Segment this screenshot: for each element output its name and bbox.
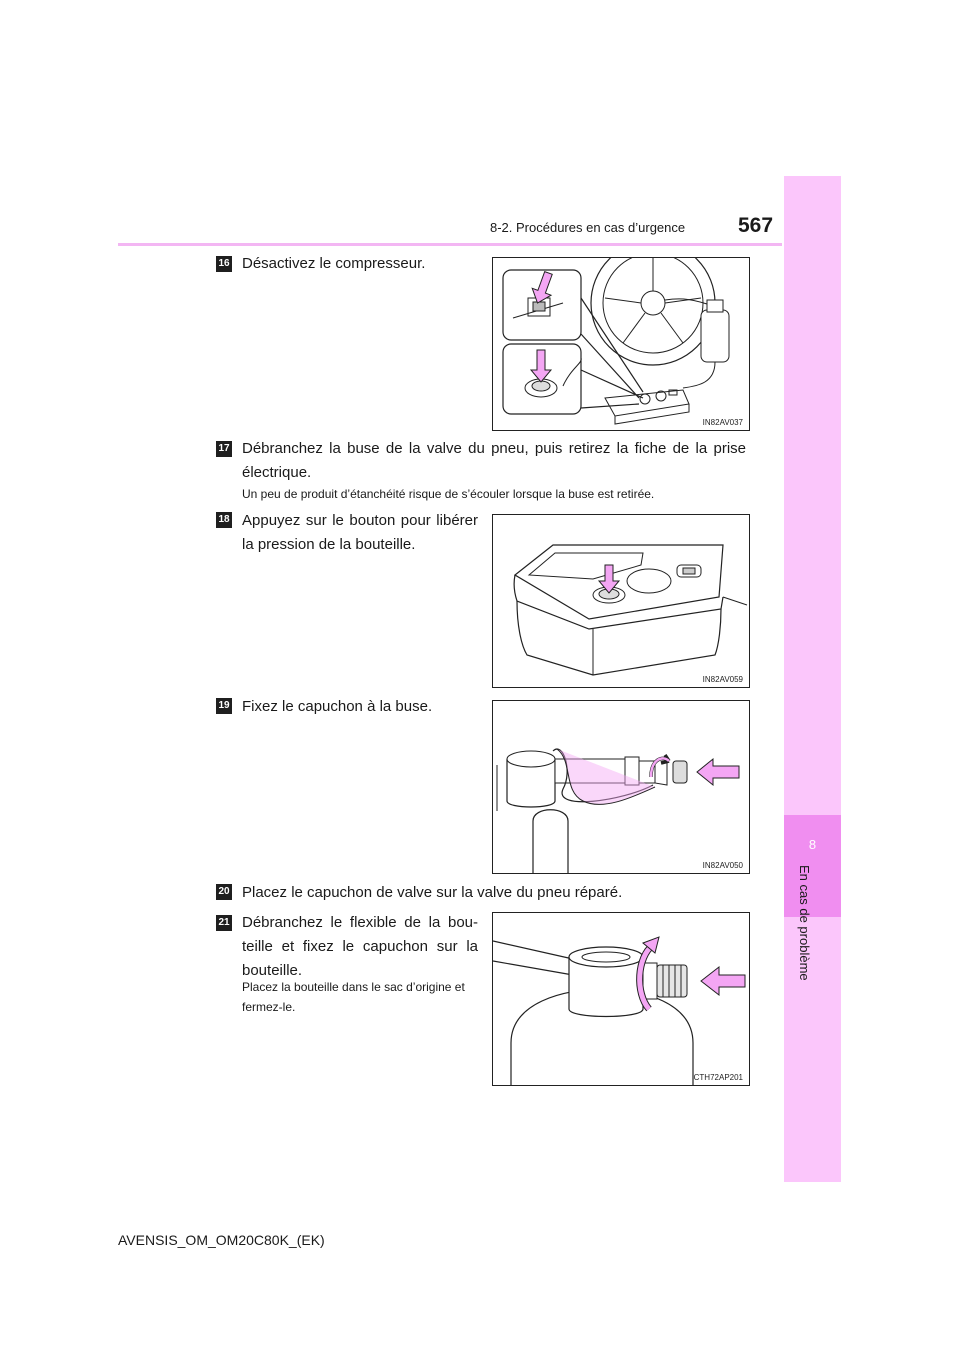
figure-bottle-cap (492, 912, 750, 1086)
step-text-20: Placez le capuchon de valve sur la valve du pneu réparé. (242, 884, 623, 901)
bottle-cap-illustration (493, 913, 750, 1086)
step-badge-17: 17 (216, 441, 232, 457)
compressor-off-illustration (493, 258, 750, 431)
step-badge-19: 19 (216, 698, 232, 714)
step-badge-20: 20 (216, 884, 232, 900)
page-number: 567 (738, 214, 774, 237)
document-code: AVENSIS_OM_OM20C80K_(EK) (118, 1232, 325, 1248)
pressure-button-illustration (493, 515, 750, 688)
step-text-19: Fixez le capuchon à la buse. (242, 698, 433, 715)
figure-code: IN82AV050 (702, 861, 743, 870)
step-badge-21: 21 (216, 915, 232, 931)
section-title: 8-2. Procédures en cas d’urgence (490, 220, 686, 235)
step-badge-18: 18 (216, 512, 232, 528)
figure-pressure-button (492, 514, 750, 688)
header-rule (118, 243, 782, 246)
step-text-16: Désactivez le compresseur. (242, 255, 426, 272)
figure-cap-nozzle (492, 700, 750, 874)
chapter-number-tab (784, 815, 841, 917)
cap-nozzle-illustration (493, 701, 750, 874)
step-badge-16: 16 (216, 256, 232, 272)
chapter-number: 8 (808, 837, 817, 852)
step-text-18: Appuyez sur le bouton pour libérer la pression de la bouteille. (242, 512, 478, 553)
figure-code: CTH72AP201 (693, 1073, 743, 1082)
step-note-17: Un peu de produit d’étanchéité risque de s’écouler lorsque la buse est retirée. (242, 487, 655, 501)
figure-code: IN82AV037 (702, 418, 743, 427)
step-text-21: Débranchez le flexible de la bou-teille et fixez le capuchon sur la bouteille. (242, 914, 478, 979)
figure-compressor-off (492, 257, 750, 431)
chapter-side-tab (784, 176, 841, 1182)
step-text-17: Débranchez la buse de la valve du pneu, puis retirez la fiche de la prise électrique. (242, 440, 746, 481)
figure-code: IN82AV059 (702, 675, 743, 684)
chapter-label: En cas de problème (797, 865, 812, 981)
step-note-21: Placez la bouteille dans le sac d’origine et fermez-le. (242, 980, 465, 1014)
